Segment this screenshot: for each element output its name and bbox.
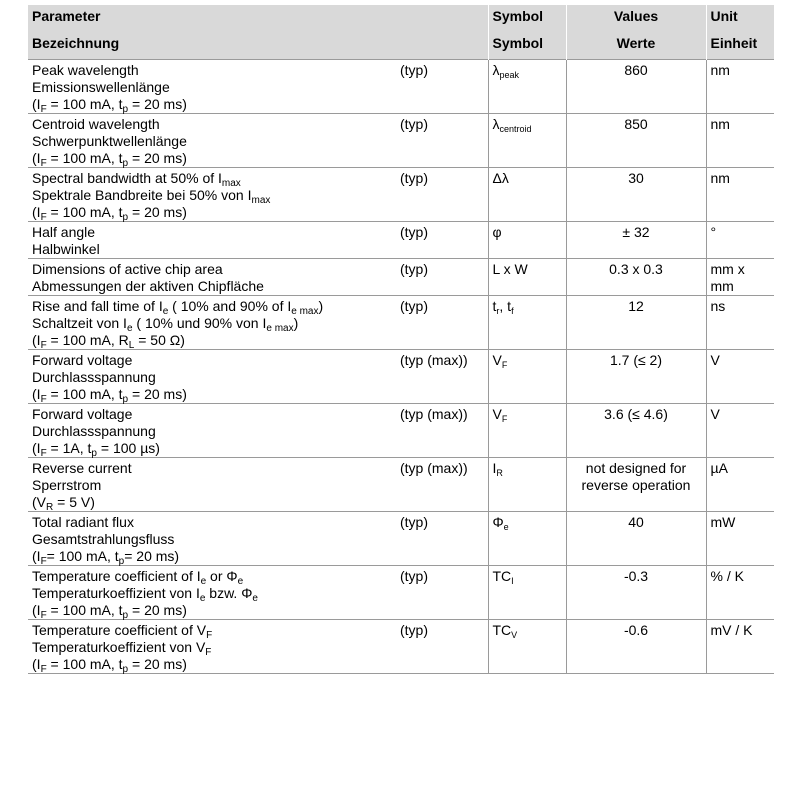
parameter-english: Centroid wavelength — [32, 116, 160, 132]
parameter-german: Schaltzeit von $I_e$ ( 10% und 90% von $I_{e max}$) — [32, 315, 299, 334]
header-row-german — [28, 32, 774, 60]
parameter-english: Rise and fall time of $I_e$ ( 10% and 90% of $I_{e max}$) — [32, 298, 324, 317]
table-row — [28, 620, 774, 674]
parameter-english: Dimensions of active chip area — [32, 261, 223, 277]
table-body — [28, 60, 774, 674]
value-cell: 0.3 x 0.3 — [566, 259, 706, 296]
symbol-cell: $\lambda_{peak}$ — [488, 60, 566, 114]
parameter-cell — [28, 404, 398, 458]
header-row-english — [28, 5, 774, 32]
qualifier-cell: (typ) — [398, 512, 488, 566]
value-cell: 850 — [566, 114, 706, 168]
table-row — [28, 566, 774, 620]
qualifier-cell: (typ) — [398, 620, 488, 674]
parameter-english: Forward voltage — [32, 406, 133, 422]
value-cell: 12 — [566, 296, 706, 350]
header-einheit: Einheit — [706, 32, 774, 60]
unit-cell: nm — [706, 60, 774, 114]
parameter-conditions: ($I_F = 100$ mA, $t_p = 20$ ms) — [32, 656, 187, 675]
qualifier-cell: (typ) — [398, 296, 488, 350]
parameter-english: Temperature coefficient of $I_e$ or $\Phi_e$ — [32, 568, 244, 587]
value-cell: 40 — [566, 512, 706, 566]
parameter-conditions: ($I_F= 100$ mA, $t_p= 20$ ms) — [32, 548, 180, 567]
parameter-german: Halbwinkel — [32, 241, 100, 257]
qualifier-cell: (typ) — [398, 259, 488, 296]
parameter-german: Sperrstrom — [32, 477, 102, 493]
parameter-cell — [28, 114, 398, 168]
parameter-cell — [28, 60, 398, 114]
symbol-cell: φ — [488, 222, 566, 259]
unit-cell: mV / K — [706, 620, 774, 674]
parameter-german: Spektrale Bandbreite bei 50% von $I_{max}$ — [32, 187, 271, 206]
header-symbol-de: Symbol — [488, 32, 566, 60]
parameter-cell — [28, 168, 398, 222]
table-row — [28, 512, 774, 566]
unit-cell: nm — [706, 114, 774, 168]
unit-cell: nm — [706, 168, 774, 222]
parameter-german: Gesamtstrahlungsfluss — [32, 531, 175, 547]
value-cell: ± 32 — [566, 222, 706, 259]
parameter-conditions: ($I_F = 100$ mA, $t_p = 20$ ms) — [32, 602, 187, 621]
table-row — [28, 222, 774, 259]
table-row — [28, 404, 774, 458]
value-cell: -0.3 — [566, 566, 706, 620]
parameter-german: Schwerpunktwellenlänge — [32, 133, 187, 149]
parameter-conditions: ($V_R = 5$ V) — [32, 494, 95, 513]
table-row — [28, 114, 774, 168]
table-row — [28, 259, 774, 296]
table-row — [28, 60, 774, 114]
parameter-german: Temperaturkoeffizient von $V_F$ — [32, 639, 212, 658]
parameter-german: Abmessungen der aktiven Chipfläche — [32, 278, 264, 294]
parameter-conditions: ($I_F = 100$ mA, $t_p = 20$ ms) — [32, 386, 187, 405]
qualifier-cell: (typ (max)) — [398, 350, 488, 404]
parameter-cell — [28, 296, 398, 350]
parameter-conditions: ($I_F = 100$ mA, $t_p = 20$ ms) — [32, 204, 187, 223]
unit-cell: % / K — [706, 566, 774, 620]
qualifier-cell: (typ) — [398, 114, 488, 168]
parameter-conditions: ($I_F = 100$ mA, $t_p = 20$ ms) — [32, 96, 187, 115]
table-row — [28, 458, 774, 512]
table-row — [28, 168, 774, 222]
parameter-cell — [28, 222, 398, 259]
table-row — [28, 350, 774, 404]
symbol-cell: Δλ — [488, 168, 566, 222]
table-header — [28, 5, 774, 60]
value-cell: 860 — [566, 60, 706, 114]
parameter-german: Emissionswellenlänge — [32, 79, 170, 95]
parameter-cell — [28, 620, 398, 674]
parameter-german: Temperaturkoeffizient von $I_e$ bzw. $\Phi_e$ — [32, 585, 258, 604]
parameter-english: Total radiant flux — [32, 514, 134, 530]
value-cell: 3.6 (≤ 4.6) — [566, 404, 706, 458]
unit-cell: mm x mm — [706, 259, 774, 296]
symbol-cell: $\Phi_e$ — [488, 512, 566, 566]
parameter-cell — [28, 458, 398, 512]
symbol-cell: $I_R$ — [488, 458, 566, 512]
parameter-english: Spectral bandwidth at 50% of $I_{max}$ — [32, 170, 241, 189]
symbol-cell: $t_r$, $t_f$ — [488, 296, 566, 350]
symbol-cell: $TC_I$ — [488, 566, 566, 620]
parameter-english: Temperature coefficient of $V_F$ — [32, 622, 213, 641]
parameter-english: Half angle — [32, 224, 96, 240]
symbol-cell: $\lambda_{centroid}$ — [488, 114, 566, 168]
qualifier-cell: (typ (max)) — [398, 458, 488, 512]
parameter-conditions: ($I_F = 1A$, $t_p = 100$ µs) — [32, 440, 160, 459]
qualifier-cell: (typ) — [398, 222, 488, 259]
characteristics-table — [28, 5, 774, 674]
parameter-conditions: ($I_F = 100$ mA, $R_L = 50$ Ω) — [32, 332, 185, 351]
parameter-cell — [28, 512, 398, 566]
header-values: Values — [566, 5, 706, 32]
parameter-cell — [28, 350, 398, 404]
header-bezeichnung: Bezeichnung — [28, 32, 488, 60]
value-cell: 1.7 (≤ 2) — [566, 350, 706, 404]
parameter-german: Durchlassspannung — [32, 369, 156, 385]
value-cell: -0.6 — [566, 620, 706, 674]
unit-cell: µA — [706, 458, 774, 512]
characteristics-table-container — [28, 5, 774, 674]
header-werte: Werte — [566, 32, 706, 60]
header-unit: Unit — [706, 5, 774, 32]
symbol-cell: L x W — [488, 259, 566, 296]
symbol-cell: $TC_V$ — [488, 620, 566, 674]
parameter-english: Forward voltage — [32, 352, 133, 368]
header-parameter: Parameter — [28, 5, 488, 32]
qualifier-cell: (typ (max)) — [398, 404, 488, 458]
symbol-cell: $V_F$ — [488, 404, 566, 458]
parameter-cell — [28, 259, 398, 296]
parameter-conditions: ($I_F = 100$ mA, $t_p = 20$ ms) — [32, 150, 187, 169]
parameter-cell — [28, 566, 398, 620]
value-cell: not designed for reverse operation — [566, 458, 706, 512]
header-symbol: Symbol — [488, 5, 566, 32]
unit-cell: V — [706, 404, 774, 458]
qualifier-cell: (typ) — [398, 566, 488, 620]
unit-cell: V — [706, 350, 774, 404]
parameter-german: Durchlassspannung — [32, 423, 156, 439]
unit-cell: ns — [706, 296, 774, 350]
unit-cell: mW — [706, 512, 774, 566]
parameter-english: Peak wavelength — [32, 62, 139, 78]
value-cell: 30 — [566, 168, 706, 222]
table-row — [28, 296, 774, 350]
parameter-english: Reverse current — [32, 460, 132, 476]
unit-cell: ° — [706, 222, 774, 259]
symbol-cell: $V_F$ — [488, 350, 566, 404]
qualifier-cell: (typ) — [398, 60, 488, 114]
qualifier-cell: (typ) — [398, 168, 488, 222]
